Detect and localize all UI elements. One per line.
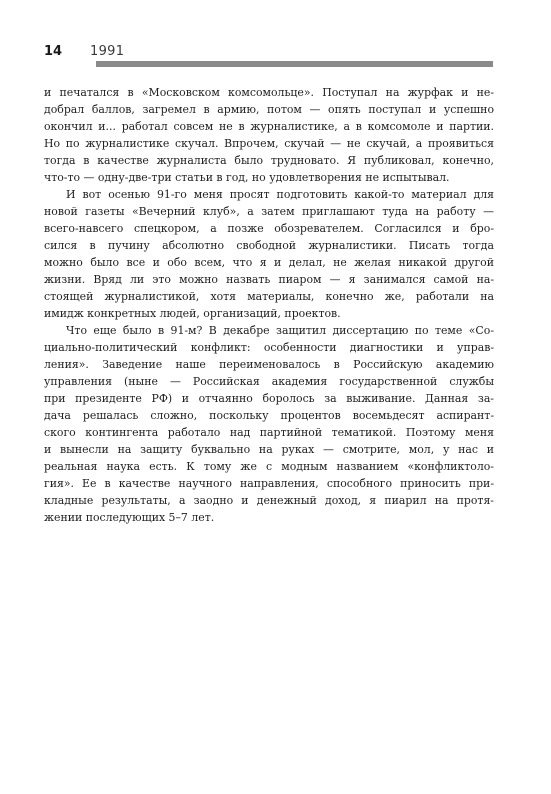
text-line: И вот осенью 91-го меня просят подготовить какой-то материал для: [66, 188, 494, 201]
text-line: стоящей журналистикой, хотя материалы, конечно же, работали на: [44, 290, 494, 303]
body-text: [44, 84, 494, 526]
running-head: 1991: [90, 44, 125, 59]
paragraph: [44, 322, 494, 526]
text-line: при президенте РФ) и отчаянно боролось за выживание. Данная за-: [44, 392, 494, 405]
text-line: и вынесли на защиту буквально на руках — смотрите, мол, у нас и: [44, 443, 494, 456]
text-line: имидж конкретных людей, организаций, проектов.: [44, 307, 341, 320]
paragraph: [44, 186, 494, 322]
text-line: окончил и... работал совсем не в журналистике, а в комсомоле и партии.: [44, 120, 494, 133]
text-line: добрал баллов, загремел в армию, потом — опять поступал и успешно: [44, 103, 494, 116]
paragraph: [44, 84, 494, 186]
text-line: и печатался в «Московском комсомольце». Поступал на журфак и не-: [44, 86, 494, 99]
text-line: ления». Заведение наше переименовалось в Российскую академию: [44, 358, 494, 371]
text-line: жении последующих 5–7 лет.: [44, 511, 215, 524]
header-rule: [96, 61, 493, 67]
text-line: управления (ныне — Российская академия государственной службы: [44, 375, 494, 388]
text-line: новой газеты «Вечерний клуб», а затем приглашают туда на работу —: [44, 205, 494, 218]
text-line: реальная наука есть. К тому же с модным названием «конфликтоло-: [44, 460, 494, 473]
text-line: сился в пучину абсолютно свободной журналистики. Писать тогда: [44, 239, 494, 252]
text-line: гия». Ее в качестве научного направления, способного приносить при-: [44, 477, 494, 490]
text-line: дача решалась сложно, поскольку процентов восемьдесят аспирант-: [44, 409, 494, 422]
text-line: жизни. Вряд ли это можно назвать пиаром — я занимался самой на-: [44, 273, 494, 286]
text-line: тогда в качестве журналиста было трудновато. Я публиковал, конечно,: [44, 154, 494, 167]
text-line: что-то — одну-две-три статьи в год, но удовлетворения не испытывал.: [44, 171, 450, 184]
text-line: ского контингента работало над партийной тематикой. Поэтому меня: [44, 426, 494, 439]
text-line: циально-политический конфликт: особенности диагностики и управ-: [44, 341, 494, 354]
page-number: 14: [44, 44, 63, 59]
text-line: всего-навсего спецкором, а позже обозревателем. Согласился и бро-: [44, 222, 494, 235]
text-line: Что еще было в 91-м? В декабре защитил диссертацию по теме «Со-: [66, 324, 494, 337]
text-line: можно было все и обо всем, что я и делал, не желая никакой другой: [44, 256, 494, 269]
text-line: кладные результаты, а заодно и денежный доход, я пиарил на протя-: [44, 494, 494, 507]
text-line: Но по журналистике скучал. Впрочем, скучай — не скучай, а проявиться: [44, 137, 494, 150]
